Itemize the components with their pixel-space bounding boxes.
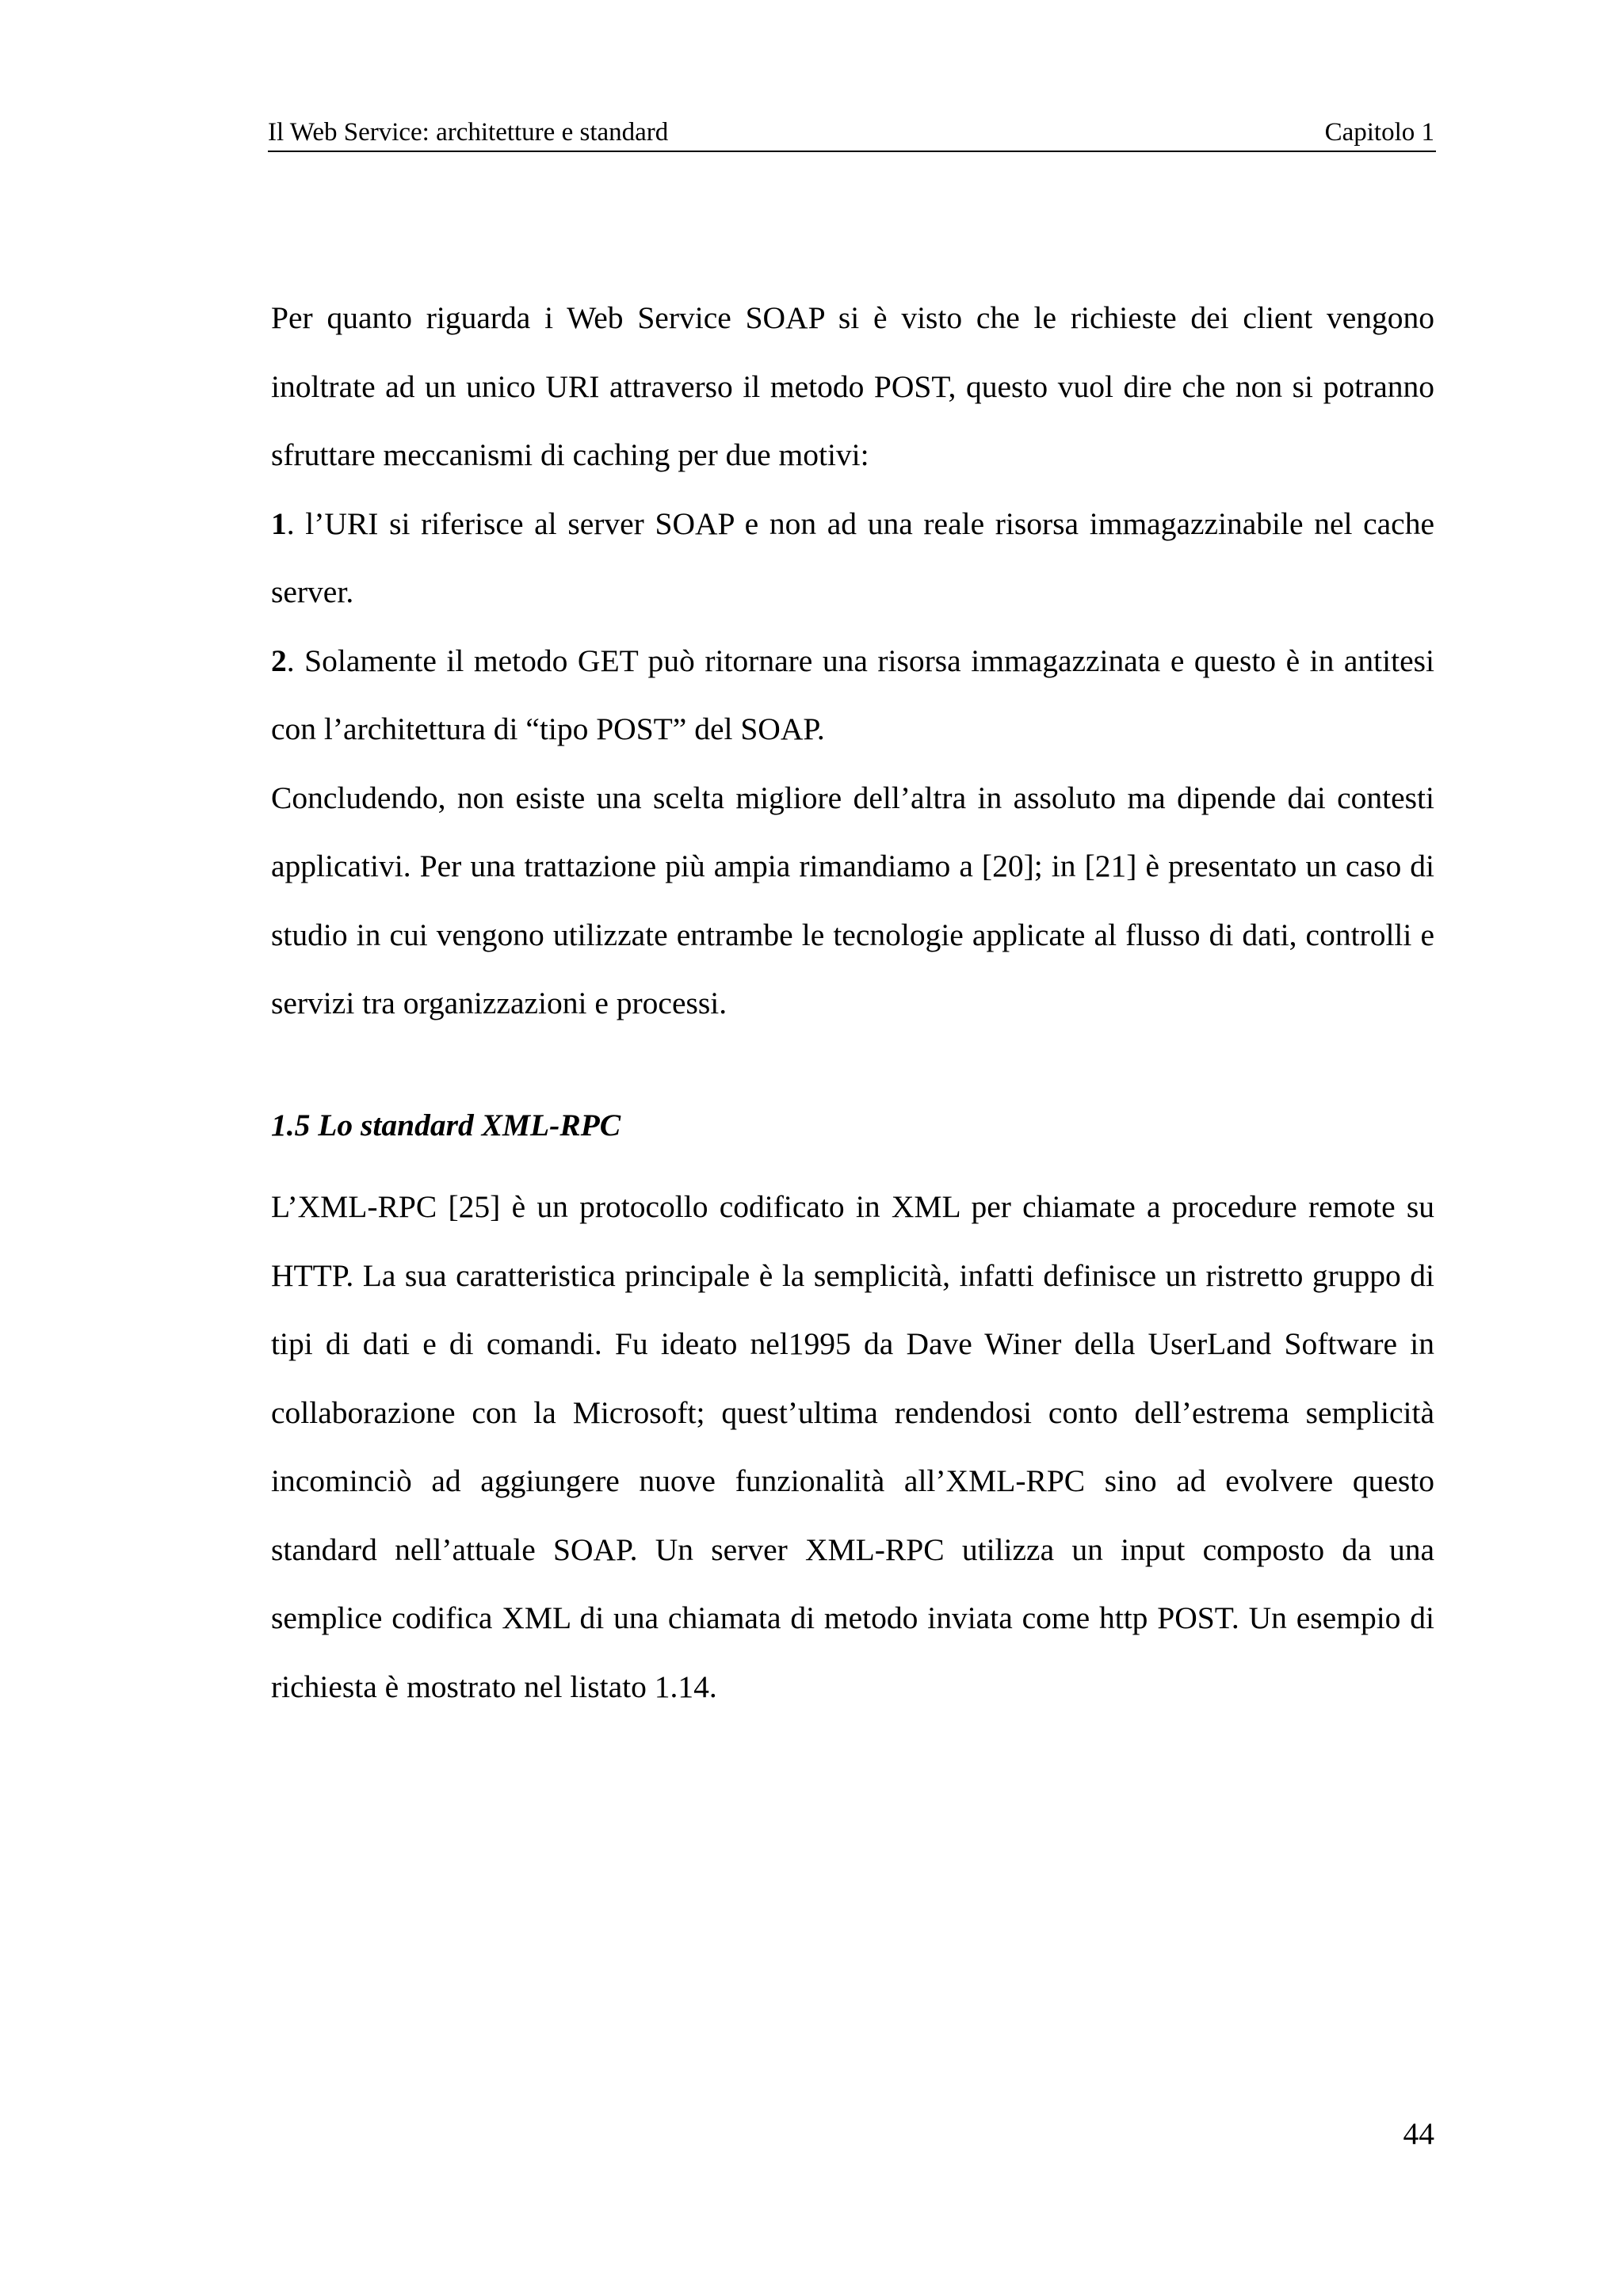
list-item bbox=[271, 490, 1434, 627]
list-item-text: . Solamente il metodo GET può ritornare una risorsa immagazzinata e questo è in antitesi con l’architettura di “tipo POST” del SOAP. bbox=[271, 643, 1434, 746]
intro-paragraph: Per quanto riguarda i Web Service SOAP si è visto che le richieste dei client vengono inoltrate ad un unico URI attraverso il metodo POST, questo vuol dire che non si potranno sfruttare meccanismi di caching per due motivi: bbox=[271, 300, 1434, 472]
section-body bbox=[271, 1173, 1434, 1721]
section-heading: 1.5 Lo standard XML-RPC bbox=[271, 1108, 621, 1142]
header-chapter-number: Capitolo 1 bbox=[1324, 118, 1434, 147]
list-item-number: 2 bbox=[271, 643, 287, 678]
conclusion-paragraph: Concludendo, non esiste una scelta migliore dell’altra in assoluto ma dipende dai contesti applicativi. Per una trattazione più ampia rimandiamo a [20]; in [21] è presentato un caso di studio in cui vengono utilizzate entrambe le tecnologie applicate al flusso di dati, controlli e servizi tra organizzazioni e processi. bbox=[271, 780, 1434, 1020]
list-item-number: 1 bbox=[271, 505, 287, 541]
header-chapter-title: Il Web Service: architetture e standard bbox=[268, 118, 669, 147]
list-item bbox=[271, 627, 1434, 764]
list-item-text: . l’URI si riferisce al server SOAP e non ad una reale risorsa immagazzinabile nel cache server. bbox=[271, 505, 1434, 609]
body-text-block bbox=[271, 284, 1434, 1038]
page-number: 44 bbox=[1403, 2116, 1434, 2151]
section-paragraph: L’XML-RPC [25] è un protocollo codificato in XML per chiamate a procedure remote su HTTP. La sua caratteristica principale è la semplicità, infatti definisce un ristretto gruppo di tipi di dati e di comandi. Fu ideato nel1995 da Dave Winer della UserLand Software in collaborazione con la Microsoft; quest’ultima rendendosi conto dell’estrema semplicità incominciò ad aggiungere nuove funzionalità all’XML-RPC sino ad evolvere questo standard nell’attuale SOAP. Un server XML-RPC utilizza un input composto da una semplice codifica XML di una chiamata di metodo inviata come http POST. Un esempio di richiesta è mostrato nel listato 1.14. bbox=[271, 1189, 1434, 1704]
running-header bbox=[268, 111, 1436, 152]
